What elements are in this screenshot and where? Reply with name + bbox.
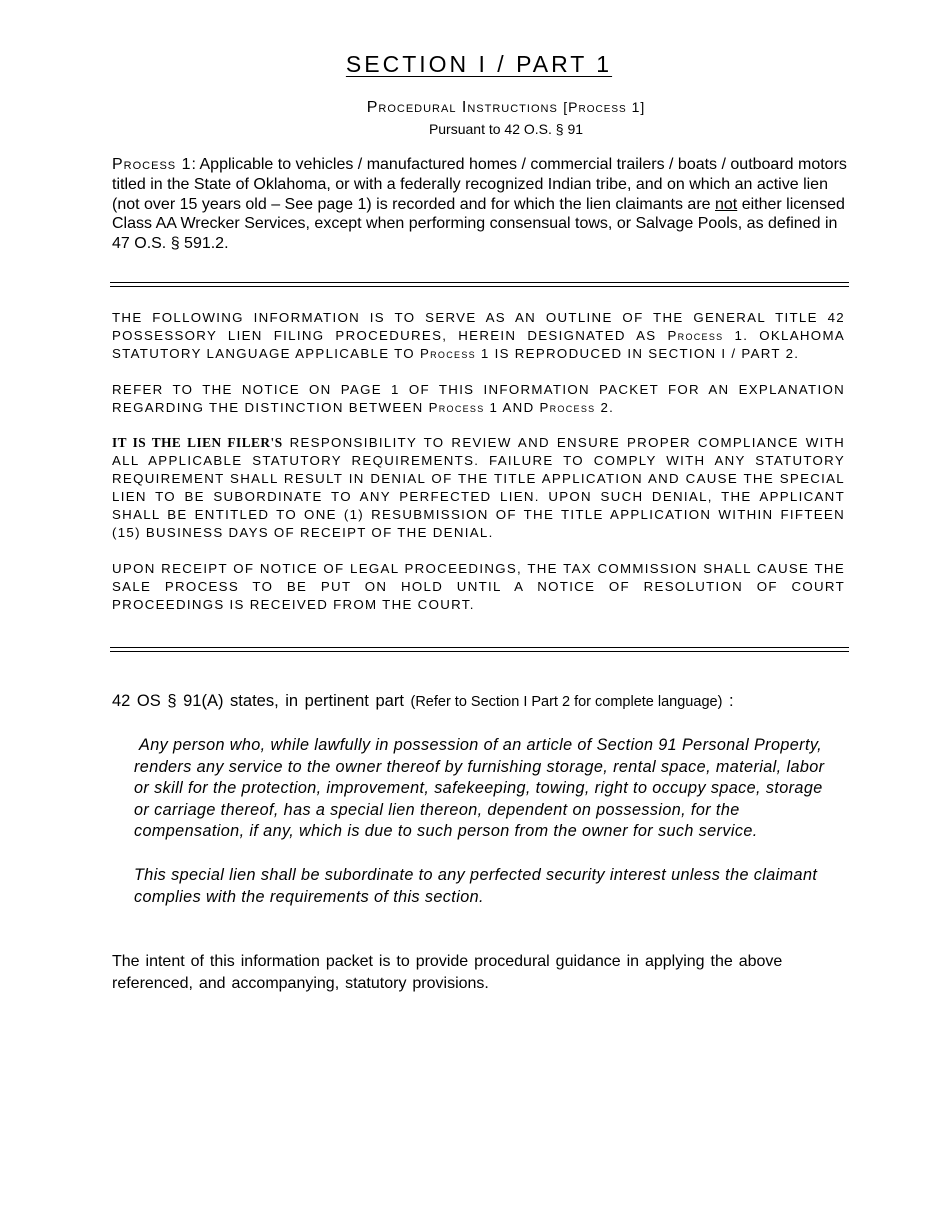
process-bracket: [Process 1] <box>563 99 646 115</box>
intro-text-after: either licensed Class AA Wrecker Services, except when performing consensual tows, or Salvage Pools, as defined in 47 O.S. § 591.2. <box>112 195 845 253</box>
outline-p1-text-a: THE FOLLOWING INFORMATION IS TO SERVE AS AN OUTLINE OF THE GENERAL TITLE 42 POSSESSORY LIEN FILING PROCEDURES, HEREIN DESIGNATED AS <box>112 310 845 343</box>
outline-p2-process-1: Process <box>428 400 485 415</box>
double-rule-bottom <box>110 647 849 652</box>
outline-paragraph-1 <box>112 309 845 363</box>
outline-p1-process-1: Process <box>667 328 724 343</box>
statute-quote-1: Any person who, while lawfully in possession of an article of Section 91 Personal Property, renders any service to the owner thereof by furnishing storage, rental space, material, labor or skill for the protection, improvement, safekeeping, towing, right to occupy space, storage or carriage thereof, has a special lien thereon, dependent on possession, for the compensation, if any, which is due to such person from the owner for such service. <box>134 736 825 840</box>
statute-intro-text: 42 OS § 91(A) states, in pertinent part <box>112 692 411 710</box>
lien-filer-emphasis: IT IS THE LIEN FILER'S <box>112 435 283 450</box>
outline-p2-text-a: REFER TO THE NOTICE ON PAGE 1 OF THIS INFORMATION PACKET FOR AN EXPLANATION REGARDING THE DISTINCTION BETWEEN <box>112 382 845 415</box>
outline-paragraph-3 <box>112 434 845 542</box>
statute-reference-note: (Refer to Section I Part 2 for complete language) <box>410 694 723 710</box>
statute-intro <box>112 692 872 711</box>
closing-paragraph: The intent of this information packet is to provide procedural guidance in applying the above referenced, and accompanying, statutory provisions. <box>112 953 783 992</box>
statute-intro-colon: : <box>722 692 734 710</box>
outline-paragraph-2 <box>112 381 845 417</box>
pursuant-line: Pursuant to 42 O.S. § 91 <box>428 121 584 137</box>
intro-text-before: : Applicable to vehicles / manufactured homes / commercial trailers / boats / outboard motors titled in the State of Oklahoma, or with a federally recognized Indian tribe, and on which an active lien (not over 15 years old – See page 1) is recorded and for which the lien claimants are <box>112 156 847 213</box>
outline-p1-process-2: Process <box>419 346 476 361</box>
procedural-heading <box>0 99 950 117</box>
outline-p3-text: RESPONSIBILITY TO REVIEW AND ENSURE PROPER COMPLIANCE WITH ALL APPLICABLE STATUTORY REQUIREMENTS. FAILURE TO COMPLY WITH ANY STATUTORY REQUIREMENT SHALL RESULT IN DENIAL OF THE TITLE APPLICATION AND CAUSE THE SPECIAL LIEN TO BE SUBORDINATE TO ANY PERFECTED LIEN. UPON SUCH DENIAL, THE APPLICANT SHALL BE ENTITLED TO ONE (1) RESUBMISSION OF THE TITLE APPLICATION WITHIN FIFTEEN (15) BUSINESS DAYS OF RECEIPT OF THE DENIAL. <box>112 435 845 540</box>
outline-paragraph-4: UPON RECEIPT OF NOTICE OF LEGAL PROCEEDINGS, THE TAX COMMISSION SHALL CAUSE THE SALE PROCESS TO BE PUT ON HOLD UNTIL A NOTICE OF RESOLUTION OF COURT PROCEEDINGS IS RECEIVED FROM THE COURT. <box>112 561 845 612</box>
outline-p1-text-b: 1. OKLAHOMA STATUTORY LANGUAGE APPLICABLE TO <box>112 328 845 361</box>
process-intro-paragraph <box>112 155 847 254</box>
double-rule-top <box>110 282 849 287</box>
process-lead: Process 1 <box>112 156 192 173</box>
outline-p2-text-b: 1 AND <box>484 400 540 415</box>
outline-p2-process-2: Process <box>539 400 596 415</box>
outline-p1-text-c: 1 IS REPRODUCED IN SECTION I / PART 2. <box>475 346 800 361</box>
section-title: SECTION I / PART 1 <box>345 51 613 77</box>
procedural-label: Procedural Instructions <box>366 99 558 116</box>
statute-quote-2: This special lien shall be subordinate to any perfected security interest unless the claimant complies with the requirements of this section. <box>134 866 818 906</box>
intro-underlined-not: not <box>715 195 738 213</box>
outline-p2-text-c: 2. <box>595 400 615 415</box>
